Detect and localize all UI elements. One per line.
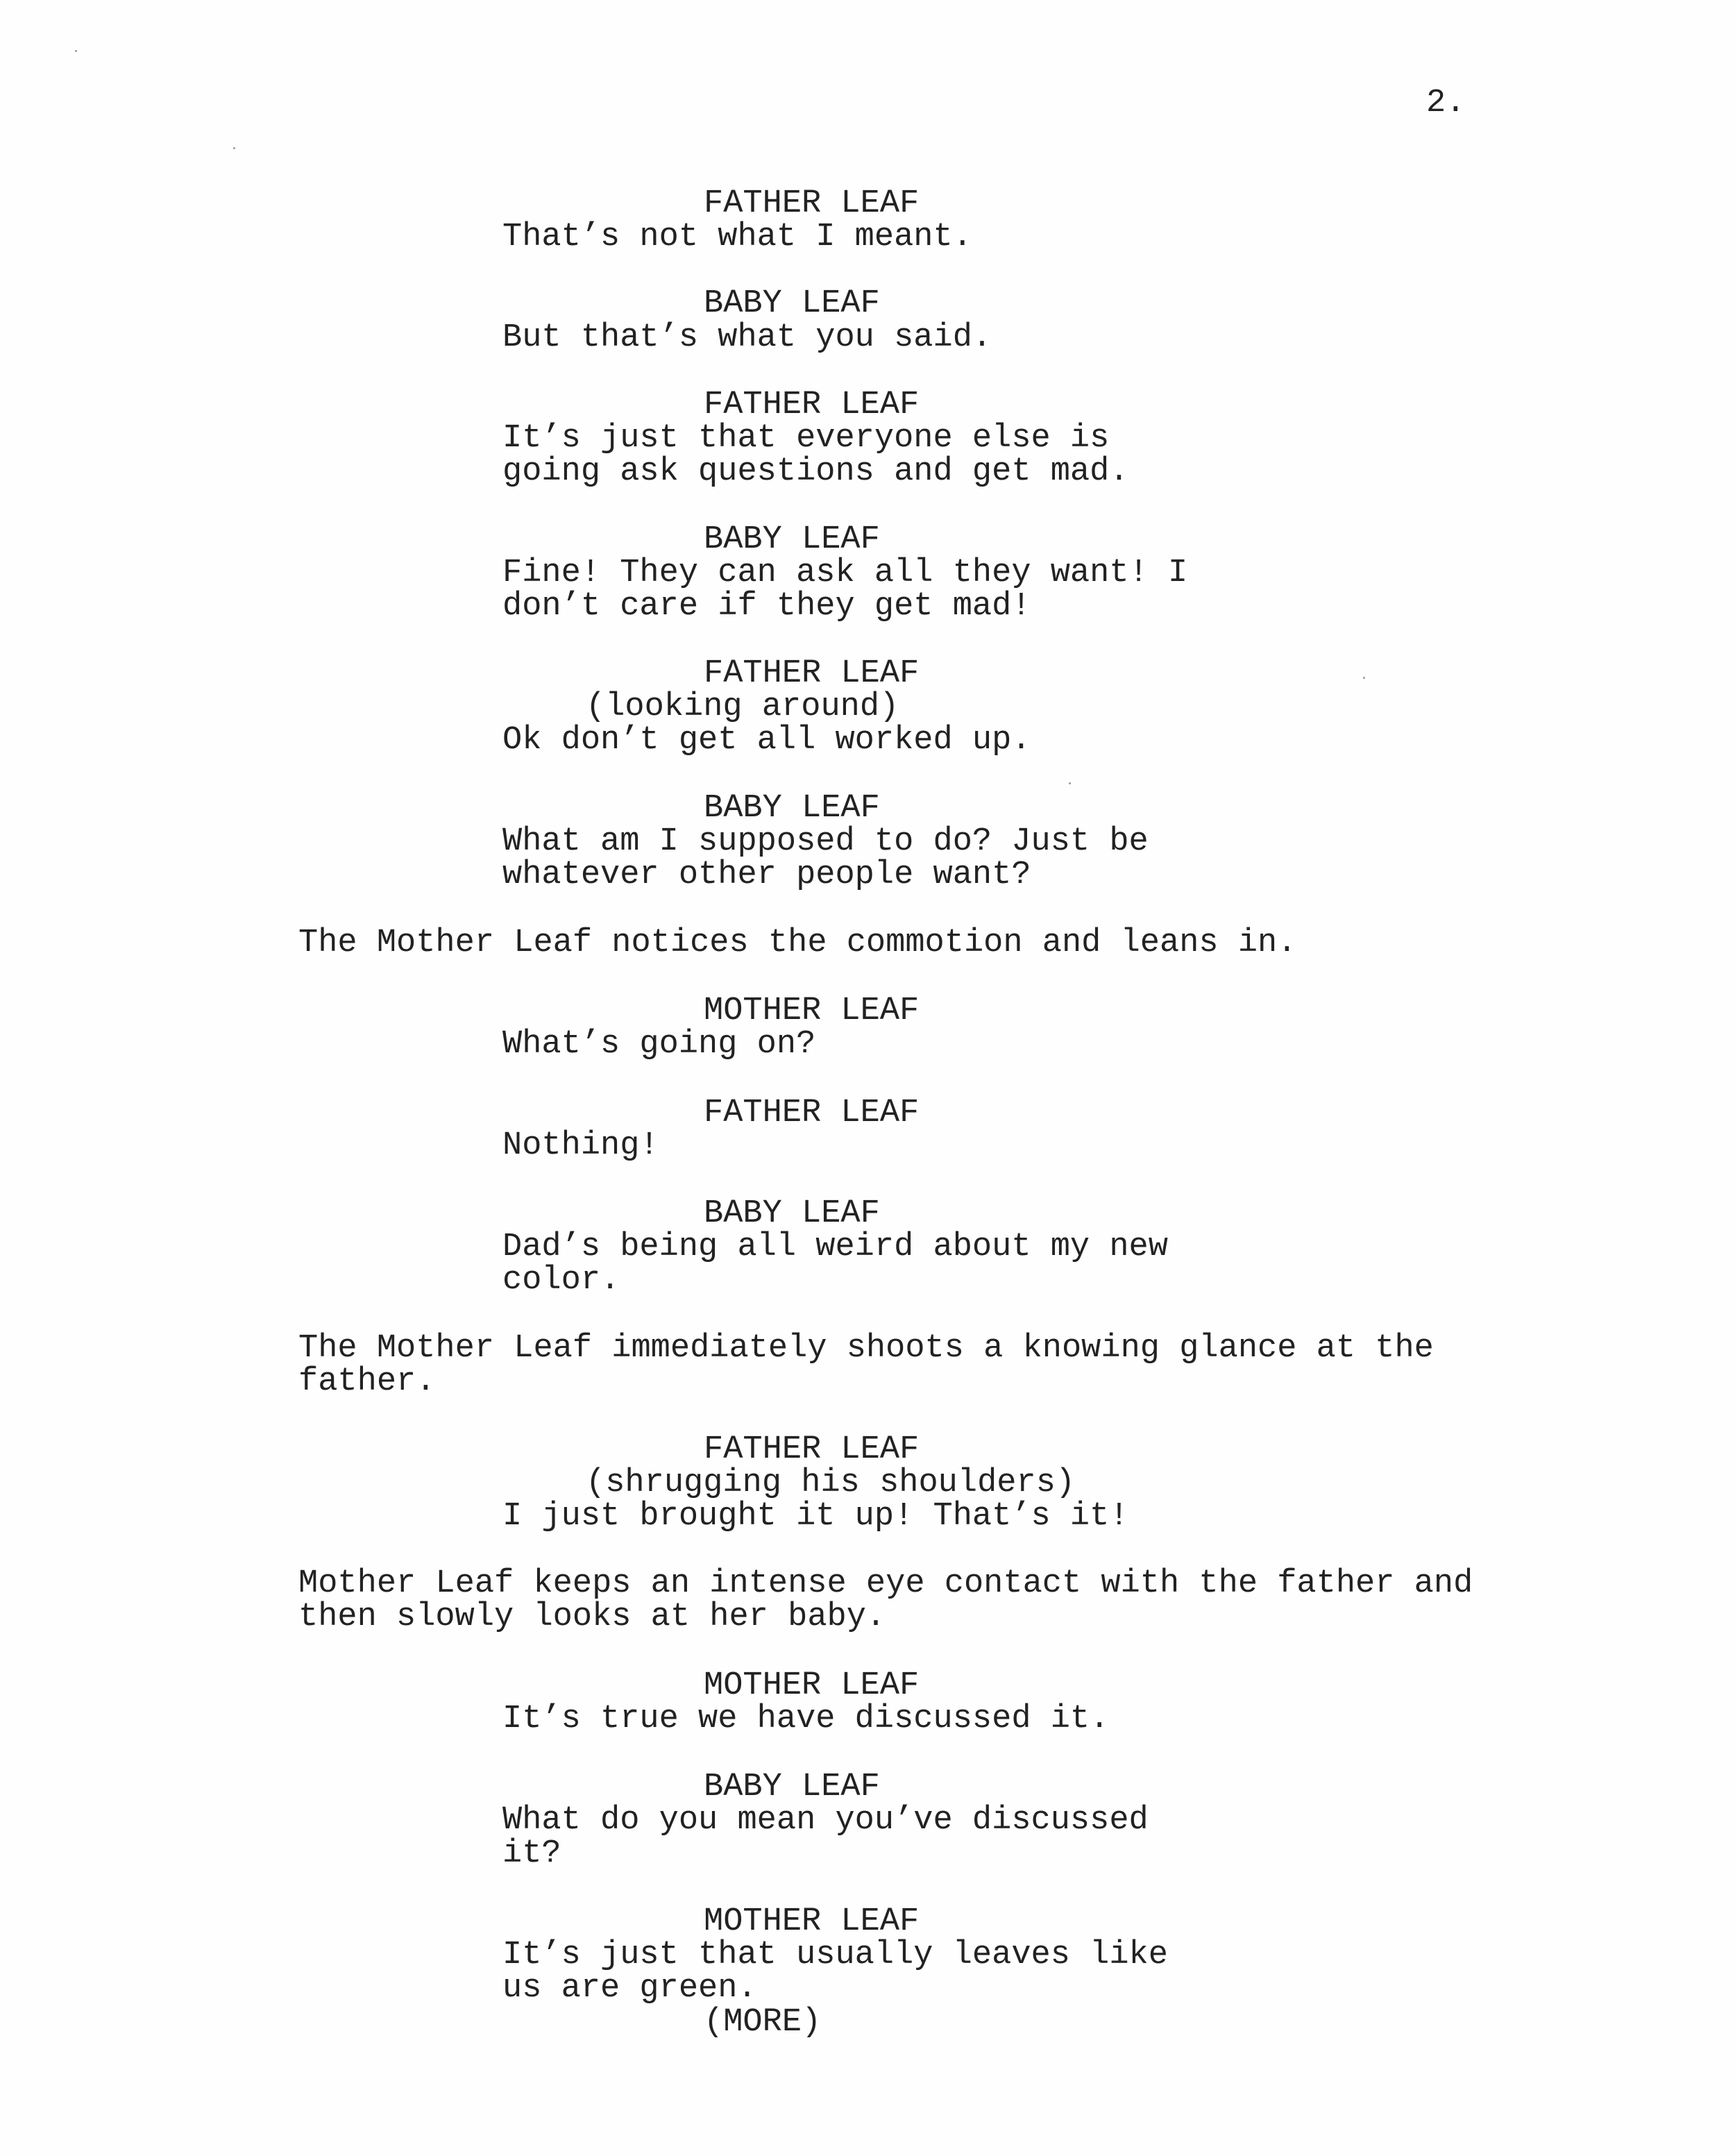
action-line: then slowly looks at her baby. [298,1599,886,1635]
dialogue-line: I just brought it up! That’s it! [502,1498,1129,1535]
character-cue: MOTHER LEAF [704,993,920,1029]
dialogue-line: What do you mean you’ve discussed [502,1802,1149,1839]
dialogue-line: it? [502,1835,561,1872]
dialogue-line: It’s true we have discussed it. [502,1701,1110,1737]
parenthetical: (shrugging his shoulders) [586,1465,1076,1501]
character-cue: FATHER LEAF [704,1431,920,1468]
character-cue: BABY LEAF [704,790,880,827]
dialogue-line: What am I supposed to do? Just be [502,823,1149,860]
dialogue-line: Fine! They can ask all they want! I [502,555,1188,591]
character-cue: MOTHER LEAF [704,1903,920,1940]
character-cue: FATHER LEAF [704,655,920,692]
scan-speck [75,50,77,52]
character-cue: BABY LEAF [704,1769,880,1805]
dialogue-line: us are green. [502,1970,757,2007]
parenthetical: (looking around) [586,689,899,725]
more-continuation: (MORE) [704,2004,822,2041]
page-number: 2. [1426,85,1466,121]
dialogue-line: That’s not what I meant. [502,219,972,255]
action-line: The Mother Leaf immediately shoots a knowing glance at the [298,1330,1434,1367]
character-cue: FATHER LEAF [704,185,920,222]
character-cue: MOTHER LEAF [704,1667,920,1704]
dialogue-line: going ask questions and get mad. [502,453,1129,490]
character-cue: BABY LEAF [704,1195,880,1232]
action-line: The Mother Leaf notices the commotion and leans in. [298,925,1297,961]
scan-speck [233,147,235,149]
dialogue-line: don’t care if they get mad! [502,588,1031,625]
action-line: Mother Leaf keeps an intense eye contact with the father and [298,1565,1473,1602]
character-cue: BABY LEAF [704,521,880,558]
dialogue-line: whatever other people want? [502,857,1031,893]
action-line: father. [298,1363,436,1400]
character-cue: FATHER LEAF [704,1095,920,1131]
character-cue: BABY LEAF [704,285,880,322]
dialogue-line: Ok don’t get all worked up. [502,722,1031,759]
dialogue-line: What’s going on? [502,1026,816,1063]
dialogue-line: It’s just that usually leaves like [502,1937,1168,1973]
scan-speck [1069,782,1071,784]
dialogue-line: color. [502,1262,620,1299]
character-cue: FATHER LEAF [704,387,920,423]
dialogue-line: Nothing! [502,1127,659,1164]
dialogue-line: It’s just that everyone else is [502,420,1110,457]
dialogue-line: Dad’s being all weird about my new [502,1229,1168,1265]
dialogue-line: But that’s what you said. [502,319,992,356]
scan-speck [1363,677,1365,679]
